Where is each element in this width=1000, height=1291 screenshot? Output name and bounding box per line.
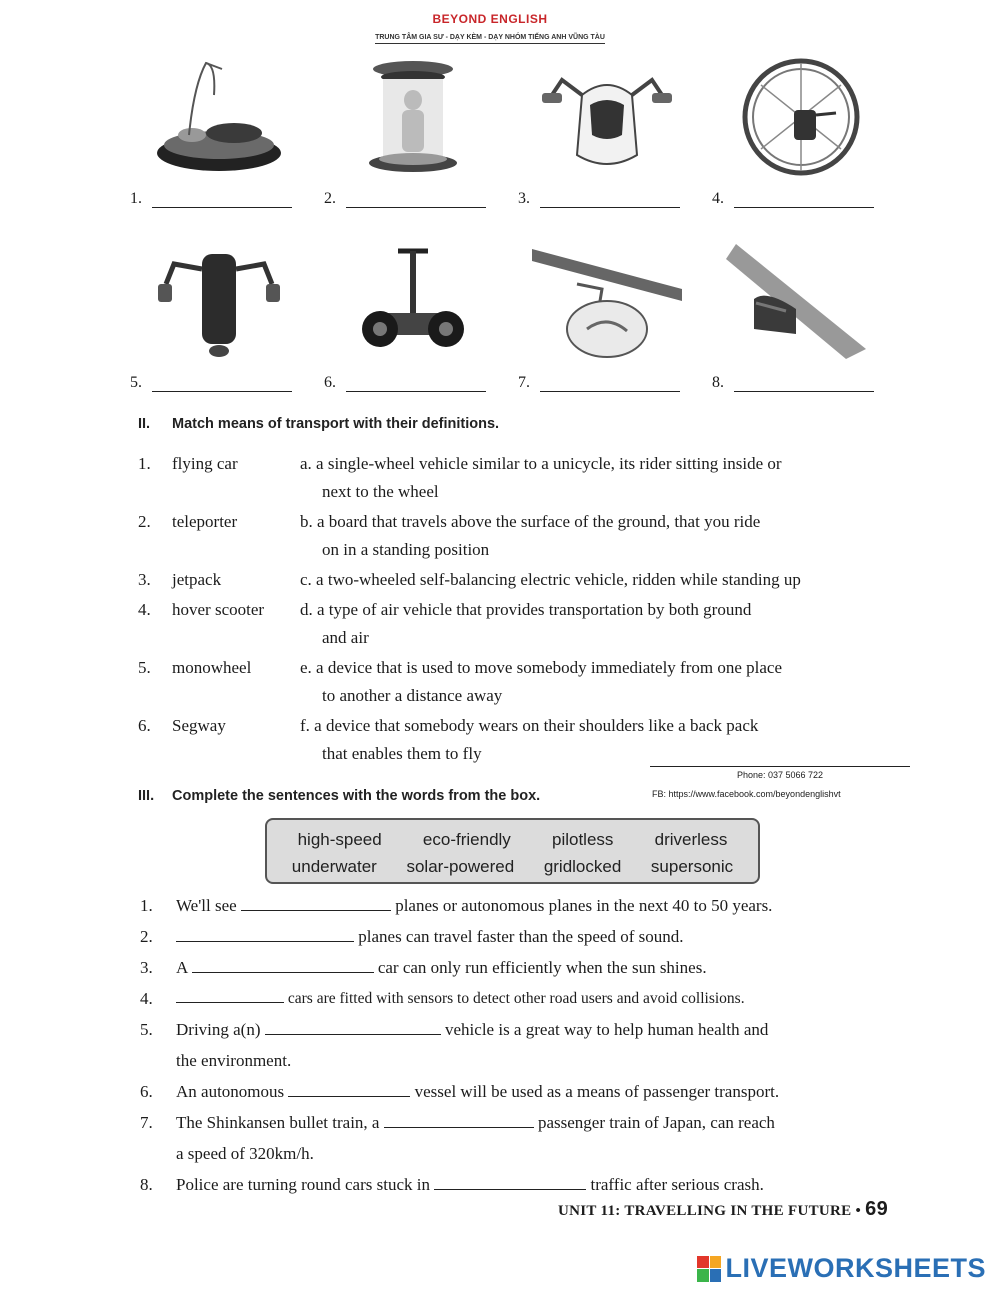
sentence-before: A	[176, 958, 188, 977]
word-box-row	[277, 853, 748, 880]
match-row	[138, 450, 898, 506]
definition-continued: and air	[322, 628, 369, 647]
picture-item	[518, 236, 696, 392]
section-heading: Complete the sentences with the words from the box.	[172, 788, 541, 804]
picture-row-1	[130, 52, 890, 208]
sentence-continued: a speed of 320km/h.	[176, 1144, 314, 1163]
flying-car-icon	[518, 52, 696, 182]
definition-continued: that enables them to fly	[322, 744, 482, 763]
picture-item	[712, 52, 890, 208]
blank-number: 7.	[518, 374, 530, 391]
item-number: 5.	[140, 1020, 153, 1039]
sentence	[140, 1076, 890, 1107]
answer-blank[interactable]	[288, 1081, 410, 1097]
blank-number: 8.	[712, 374, 724, 391]
segway-icon	[324, 236, 502, 366]
page-number: 69	[865, 1198, 888, 1220]
word-option: gridlocked	[543, 857, 622, 876]
sentence	[140, 952, 890, 983]
picture-row-2	[130, 236, 890, 392]
answer-blank[interactable]	[152, 194, 292, 208]
answer-blank[interactable]	[346, 378, 486, 392]
item-number: 3.	[140, 958, 153, 977]
answer-blank[interactable]	[734, 194, 874, 208]
section-number: III.	[138, 788, 155, 804]
sentence	[140, 983, 890, 1014]
picture-item	[324, 52, 502, 208]
match-row	[138, 712, 898, 768]
word-option: solar-powered	[406, 857, 515, 876]
blank-number: 1.	[130, 190, 142, 207]
answer-blank[interactable]	[176, 926, 354, 942]
sentence-after: planes can travel faster than the speed of sound.	[358, 927, 684, 946]
definition	[300, 712, 898, 768]
item-number: 1.	[140, 896, 153, 915]
match-row	[138, 566, 898, 594]
sentence-after: planes or autonomous planes in the next 40 to 50 years.	[395, 896, 773, 915]
transport-term: teleporter	[172, 512, 238, 531]
answer-blank[interactable]	[241, 895, 391, 911]
item-number: 4.	[140, 989, 153, 1008]
sentence-before: An autonomous	[176, 1082, 285, 1101]
sentence-before: Driving a(n)	[176, 1020, 261, 1039]
transport-term: hover scooter	[172, 600, 265, 619]
monowheel-icon	[712, 52, 890, 182]
item-number: 7.	[140, 1113, 153, 1132]
sentence-after: traffic after serious crash.	[590, 1175, 764, 1194]
sentence-after: car can only run efficiently when the sun shines.	[377, 958, 707, 977]
definition	[300, 654, 898, 710]
teleporter-icon	[324, 52, 502, 182]
item-number: 5.	[138, 658, 151, 677]
word-option: eco-friendly	[422, 830, 511, 849]
item-number: 3.	[138, 570, 151, 589]
brand-name: BEYOND ENGLISH	[432, 12, 548, 26]
brand-tagline: TRUNG TÂM GIA SƯ - DẠY KÈM - DẠY NHÓM TIẾNG ANH VŨNG TÀU	[375, 34, 605, 44]
hover-scooter-icon	[130, 52, 308, 182]
liveworksheets-watermark	[697, 1253, 986, 1284]
blank-number: 5.	[130, 374, 142, 391]
definition-text: b. a board that travels above the surface of the ground, that you ride	[300, 512, 761, 531]
match-list	[138, 450, 898, 770]
item-number: 4.	[138, 600, 151, 619]
picture-item	[712, 236, 890, 392]
definition-text: e. a device that is used to move somebody immediately from one place	[300, 658, 782, 677]
sentence-after: passenger train of Japan, can reach	[537, 1113, 775, 1132]
item-number: 8.	[140, 1175, 153, 1194]
unit-title: UNIT 11: TRAVELLING IN THE FUTURE •	[558, 1203, 862, 1219]
definition	[300, 566, 898, 594]
definition-continued: next to the wheel	[322, 482, 439, 501]
jetpack-icon	[130, 236, 308, 366]
definition-continued: on in a standing position	[322, 540, 490, 559]
definition-text: f. a device that somebody wears on their shoulders like a back pack	[300, 716, 759, 735]
definition	[300, 508, 898, 564]
item-number: 6.	[140, 1082, 153, 1101]
answer-blank[interactable]	[384, 1112, 534, 1128]
item-number: 2.	[138, 512, 151, 531]
blank-number: 4.	[712, 190, 724, 207]
match-row	[138, 508, 898, 564]
section-2-title	[138, 416, 499, 432]
sentence-before: The Shinkansen bullet train, a	[176, 1113, 380, 1132]
sentence-after: vessel will be used as a means of passenger transport.	[414, 1082, 780, 1101]
word-option: driverless	[654, 830, 728, 849]
sentence-list	[140, 890, 890, 1200]
transport-term: jetpack	[172, 570, 222, 589]
unit-footer	[558, 1198, 888, 1221]
sentence	[140, 1014, 890, 1076]
transport-term: flying car	[172, 454, 238, 473]
word-option: pilotless	[552, 830, 614, 849]
answer-blank[interactable]	[540, 378, 680, 392]
picture-item	[130, 236, 308, 392]
contact-facebook: FB: https://www.facebook.com/beyondenglishvt	[652, 789, 841, 799]
word-option: high-speed	[297, 830, 382, 849]
section-3-title	[138, 788, 540, 804]
answer-blank[interactable]	[176, 987, 284, 1003]
item-number: 2.	[140, 927, 153, 946]
answer-blank[interactable]	[192, 957, 374, 973]
sky-pod-icon	[518, 236, 696, 366]
liveworksheets-logo-icon	[697, 1256, 721, 1282]
sentence-continued: the environment.	[176, 1051, 292, 1070]
answer-blank[interactable]	[265, 1019, 441, 1035]
answer-blank[interactable]	[152, 378, 292, 392]
definition-text: d. a type of air vehicle that provides transportation by both ground	[300, 600, 752, 619]
blank-number: 2.	[324, 190, 336, 207]
definition-text: a. a single-wheel vehicle similar to a unicycle, its rider sitting inside or	[300, 454, 782, 473]
sentence-before: Police are turning round cars stuck in	[176, 1175, 430, 1194]
watermark-text: LIVEWORKSHEETS	[725, 1253, 986, 1283]
word-box	[265, 818, 760, 884]
word-option: underwater	[291, 857, 377, 876]
blank-number: 6.	[324, 374, 336, 391]
bullet-train-icon	[712, 236, 890, 366]
answer-blank[interactable]	[434, 1174, 586, 1190]
match-row	[138, 596, 898, 652]
word-box-row	[277, 826, 748, 853]
definition	[300, 450, 898, 506]
match-row	[138, 654, 898, 710]
definition-text: c. a two-wheeled self-balancing electric vehicle, ridden while standing up	[300, 570, 801, 589]
brand-header	[0, 12, 980, 44]
picture-item	[518, 52, 696, 208]
picture-item	[130, 52, 308, 208]
section-heading: Match means of transport with their definitions.	[172, 416, 500, 432]
blank-number: 3.	[518, 190, 530, 207]
transport-term: monowheel	[172, 658, 252, 677]
picture-item	[324, 236, 502, 392]
word-option: supersonic	[650, 857, 734, 876]
sentence-after: cars are fitted with sensors to detect other road users and avoid collisions.	[287, 990, 745, 1007]
item-number: 1.	[138, 454, 151, 473]
transport-term: Segway	[172, 716, 226, 735]
definition-continued: to another a distance away	[322, 686, 503, 705]
contact-phone: Phone: 037 5066 722	[650, 766, 910, 780]
sentence-before: We'll see	[176, 896, 237, 915]
section-number: II.	[138, 416, 151, 432]
answer-blank[interactable]	[734, 378, 874, 392]
item-number: 6.	[138, 716, 151, 735]
sentence	[140, 890, 890, 921]
sentence	[140, 1107, 890, 1169]
answer-blank[interactable]	[346, 194, 486, 208]
sentence-after: vehicle is a great way to help human health and	[445, 1020, 769, 1039]
sentence	[140, 921, 890, 952]
definition	[300, 596, 898, 652]
sentence	[140, 1169, 890, 1200]
answer-blank[interactable]	[540, 194, 680, 208]
